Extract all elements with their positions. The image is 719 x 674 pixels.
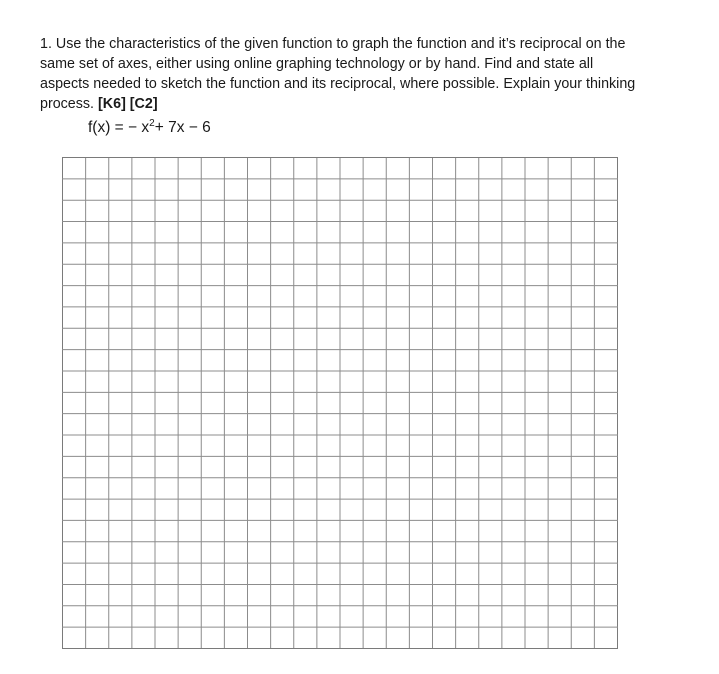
function-left: f(x) = − x — [88, 119, 150, 136]
function-equation — [88, 118, 211, 138]
question-tags: [K6] [C2] — [98, 96, 158, 112]
function-right: + 7x − 6 — [154, 119, 211, 136]
graph-grid-svg[interactable] — [62, 157, 618, 649]
question-text — [40, 34, 640, 114]
graph-grid[interactable] — [62, 157, 618, 649]
function-exponent: 2 — [149, 117, 155, 129]
question-body: 1. Use the characteristics of the given function to graph the function and it’s reciprocal on the same set of axes, either using online graphing technology or by hand. Find and state all aspects needed to sketch the function and its reciprocal, where possible. Explain your thinking process. — [40, 36, 636, 112]
